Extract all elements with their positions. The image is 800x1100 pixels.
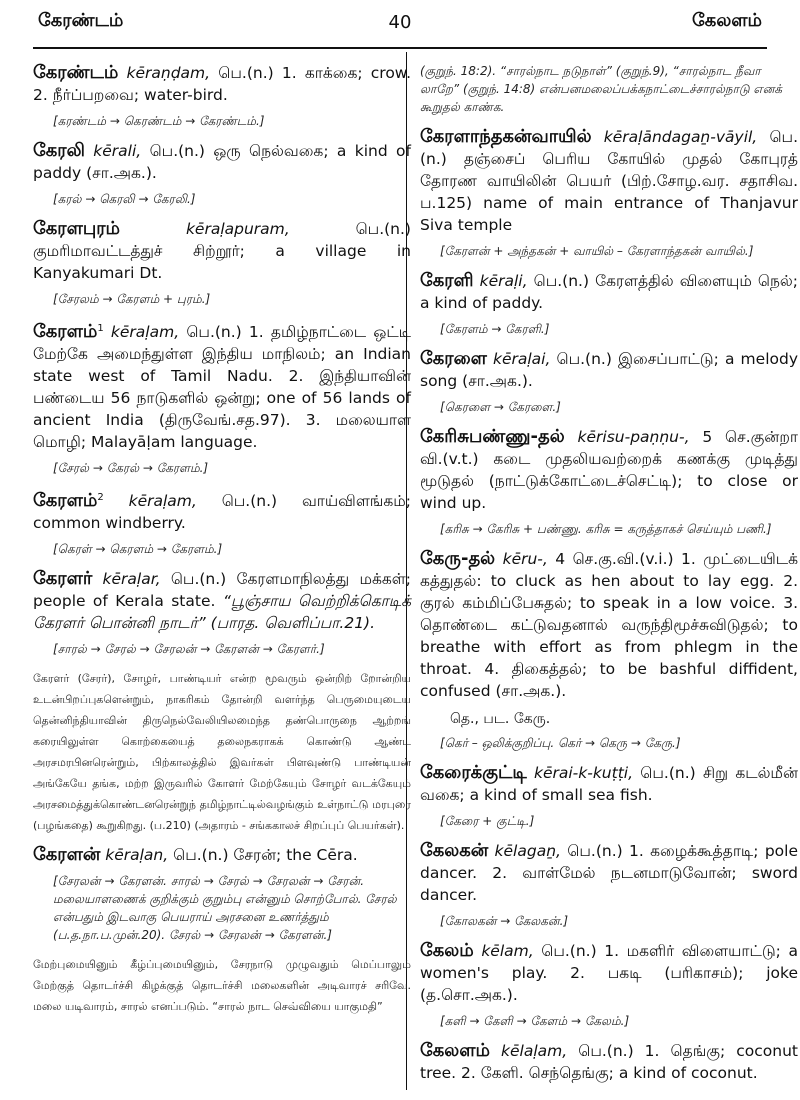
etymology: [சேரலம் → கேரளம் + புரம்.] xyxy=(53,292,211,306)
dictionary-entry xyxy=(420,1040,798,1084)
transliteration: kēraḷan, xyxy=(105,846,169,865)
left-column xyxy=(33,62,411,1025)
dictionary-entry xyxy=(420,426,798,514)
transliteration: kērali, xyxy=(93,142,142,160)
etymology: [கோலகன் → கேலகன்.] xyxy=(440,914,569,928)
definition: 5 செ.குன்றா வி.(v.t.) கடை முதலியவற்றைக் கணக்கு முடித்து மூடுதல் (நாட்டுக்கோட்டைச்செட்டி); to close or wind up. xyxy=(420,428,798,512)
transliteration: kēlagaṉ, xyxy=(494,842,561,860)
cognates: தெ., பட. கேரு. xyxy=(450,711,551,727)
transliteration: kēraḷapuram, xyxy=(185,220,290,238)
headword: கேரண்டம் xyxy=(33,62,119,83)
dictionary-entry xyxy=(33,218,411,284)
headword: கேலளம் xyxy=(420,1040,490,1061)
etymology: [கேரை + குட்டி.] xyxy=(440,814,535,828)
explanatory-note: மேற்புமையினும் கீழ்ப்புமையினும், சேரநாடு முழுவதும் மெப்பாலும் மேற்குத் தொடர்ச்சி கிழக்குத் தொடர்ச்சி மலைகளின் அடிவாரச் சரிவே. மலை யடிவாரம், சாரல் எனப்படும். “சாரல் நாட செவ்வியை யாகுமதி” xyxy=(33,958,411,1014)
page-header xyxy=(0,0,800,60)
headword: கேரளை xyxy=(420,348,487,369)
definition: பெ.(n.) சேரன்; the Cēra. xyxy=(173,846,358,865)
quotation: “பூஞ்சாய வெற்றிக்கொடிக் கேரளர் பொன்னி நாடர்” (பாரத. வெளிப்பா.21). xyxy=(33,592,411,633)
etymology: [கரல் → கெரலி → கேரலி.] xyxy=(53,192,196,206)
definition: பெ.(n.) ஒரு நெல்வகை; a kind of paddy (சா.அக.). xyxy=(33,142,411,182)
page-number: 40 xyxy=(388,12,412,33)
headword: கேரளபுரம் xyxy=(33,218,121,239)
dictionary-entry xyxy=(33,487,411,534)
dictionary-entry xyxy=(33,318,411,453)
etymology: [கெர் – ஒலிக்குறிப்பு. கெர் → கெரு → கேரு.] xyxy=(440,736,681,750)
etymology: [கேரளம் → கேரளி.] xyxy=(440,322,550,336)
etymology: [கரண்டம் → கெரண்டம் → கேரண்டம்.] xyxy=(53,114,265,128)
explanatory-note: கேரளர் (சேரர்), சோழர், பாண்டியர் என்ற மூவரும் ஒன்றிற் றோன்றிய உடன்பிறப்புகளென்றும், நாகரிகம் தோன்றி வளர்ந்த பெருமையுடைய தென்னிந்தியாவின் திருநெல்வேலியிலமைந்த தண்பொருநை ஆற்றங் கரையிலுள்ள கொற்கையைத் தலைநகராகக் கொண்டு ஆண்ட அரசமரபினரென்றும், பிற்காலத்தில் இவர்கள் பிளவுண்டு பாண்டியன் அங்கேயே தங்க, மற்ற இருவரில் கோளர் மேற்கேயும் சோழர் வடக்கேயும் அரசமைத்துக்கொண்டனரென்றுந் தமிழ்நாட்டில்வழங்கும் உள்நாட்டு மரபுரை (பழங்கதை) கூறுகிறது. (ப.210) (அதாரம் - சங்ககாலச் சிறப்புப் பெயர்கள்). xyxy=(33,672,411,833)
transliteration: kēlaḷam, xyxy=(501,1042,568,1060)
dictionary-entry xyxy=(420,840,798,906)
headword: கேலம் xyxy=(420,940,474,961)
etymology: [கெரள் → கெரளம் → கேரளம்.] xyxy=(53,542,223,557)
definition: பெ.(n.) கேரளத்தில் விளையும் நெல்; a kind of paddy. xyxy=(420,272,798,312)
headword: கேரைக்குட்டி xyxy=(420,762,527,783)
dictionary-entry xyxy=(33,62,411,106)
continued-note: (குறுந். 18:2). “சாரல்நாட நடுநாள்” (குறுந்.9), “சாரல்நாட நீவா லாறே” (குறுந். 14:8) என்பனமலைப்பக்கநாட்டைச்சாரல்நாடு எனக் கூறுதல் காண்க. xyxy=(420,64,783,114)
headword: கேரளம் xyxy=(33,321,98,343)
dictionary-entry xyxy=(420,548,798,702)
definition: பெ.(n.) 1. தமிழ்நாட்டை ஒட்டி மேற்கே அமைந்துள்ள இந்திய மாநிலம்; an Indian state west of Tamil Nadu. 2. இந்தியாவின் பண்டைய 56 நாடுகளில் ஒன்று; one of 56 lands of ancient India (திருவேங்.சத.97). 3. மலையாள மொழி; Malayāḷam language. xyxy=(33,323,412,452)
dictionary-entry xyxy=(33,568,411,634)
transliteration: kēraḷai, xyxy=(492,350,551,368)
transliteration: kēlam, xyxy=(481,942,534,960)
dictionary-entry xyxy=(420,762,798,806)
definition: பெ.(n.) 1. கழைக்கூத்தாடி; pole dancer. 2. வாள்மேல் நடனமாடுவோன்; sword dancer. xyxy=(420,842,798,904)
definition: பெ.(n.) 1. தெங்கு; coconut tree. 2. கேளி. செந்தெங்கு; a kind of coconut. xyxy=(420,1042,798,1082)
definition: பெ.(n.) தஞ்சைப் பெரிய கோயில் முதல் கோபுரத் தோரண வாயிலின் பெயர் (பிற்.சோழ.வர. சதாசிவ. ப.125) name of main entrance of Thanjavur Siva temple xyxy=(420,128,798,234)
homonym-number: 2 xyxy=(97,492,104,504)
etymology: [கேரளன் + அந்தகன் + வாயில் – கேரளாந்தகன் வாயில்.] xyxy=(440,244,754,258)
header-left-word: கேரண்டம் xyxy=(38,10,124,31)
definition: பெ.(n.) கேரளமாநிலத்து மக்கள்; people of Kerala state. xyxy=(33,570,411,611)
headword: கேரு-தல் xyxy=(420,548,496,569)
etymology: [களி → கேளி → கேளம் → கேலம்.] xyxy=(440,1014,630,1028)
etymology: [சேரலன் → கேரளன். சாரல் → சேரல் → சேரலன் → சேரன். மலையாளணைக் குறிக்கும் குறும்பு என்னும் சொற்போல். சேரல் என்பதும் இடவாகு பெயராய் அரசனை உணர்த்தும் (ப.த.நா.ப.முன்.20). சேரல் → சேரலன் → கேரளன்.] xyxy=(53,874,397,943)
dictionary-entry xyxy=(33,844,411,866)
headword: கேலகன் xyxy=(420,840,489,861)
definition: பெ.(n.) வாய்விளங்கம்; common windberry. xyxy=(33,492,411,533)
transliteration: kēraḷi, xyxy=(479,272,528,290)
transliteration: kēru-, xyxy=(502,550,548,568)
headword: கேரளர் xyxy=(33,568,93,590)
etymology: [சாரல் → சேரல் → சேரலன் → கேரளன் → கேரளர்.] xyxy=(53,642,325,657)
dictionary-entry xyxy=(33,140,411,184)
transliteration: kēraḷāndagaṉ-vāyil, xyxy=(603,128,758,146)
transliteration: kēraḷar, xyxy=(102,570,161,589)
dictionary-entry xyxy=(420,126,798,236)
header-right-word: கேலளம் xyxy=(692,10,762,31)
transliteration: kēraḷam, xyxy=(128,492,197,511)
definition: பெ.(n.) குமரிமாவட்டத்துச் சிற்றூர்; a village in Kanyakumari Dt. xyxy=(33,220,411,282)
definition: 4 செ.கு.வி.(v.i.) 1. முட்டையிடக் கத்துதல்: to cluck as hen about to lay egg. 2. குரல் கம்மிப்பேசுதல்; to speak in a low voice. 3. தொண்டை கட்டுவதனால் வருந்திமூச்சுவிடுதல்; to breathe with effort as from phlegm in the throat. 4. திகைத்தல்; to be bashful diffident, confused (சா.அக.). xyxy=(420,550,798,700)
transliteration: kēraṇḍam, xyxy=(126,64,211,82)
dictionary-entry xyxy=(420,348,798,392)
definition: பெ.(n.) இசைப்பாட்டு; a melody song (சா.அக.). xyxy=(420,350,798,390)
definition: பெ.(n.) 1. மகளிர் விளையாட்டு; a women's play. 2. பகடி (பரிகாசம்); joke (த.சொ.அக.). xyxy=(420,942,798,1004)
etymology: [கெரளை → கேரளை.] xyxy=(440,400,561,414)
etymology: [கரிசு → கேரிசு + பண்ணு. கரிசு = கருத்தாகச் செய்யும் பணி.] xyxy=(440,522,772,536)
headword: கேரலி xyxy=(33,140,85,161)
homonym-number: 1 xyxy=(97,323,104,334)
header-rule xyxy=(33,47,767,49)
headword: கேரிசுபண்ணு-தல் xyxy=(420,426,565,447)
dictionary-entry xyxy=(420,270,798,314)
etymology: [சேரல் → கேரல் → கேரளம்.] xyxy=(53,461,209,476)
definition: பெ.(n.) 1. காக்கை; crow. 2. நீர்ப்பறவை; water-bird. xyxy=(33,64,411,104)
headword: கேரளாந்தகன்வாயில் xyxy=(420,126,592,147)
transliteration: kērisu-paṇṇu-, xyxy=(577,428,690,446)
definition: பெ.(n.) சிறு கடல்மீன் வகை; a kind of small sea fish. xyxy=(420,764,798,804)
transliteration: kēraḷam, xyxy=(110,323,180,342)
headword: கேரளி xyxy=(420,270,474,291)
headword: கேரளன் xyxy=(33,844,101,866)
transliteration: kērai-k-kuṭṭi, xyxy=(533,764,634,782)
dictionary-entry xyxy=(420,940,798,1006)
headword: கேரளம் xyxy=(33,490,98,512)
right-column xyxy=(420,62,798,1090)
